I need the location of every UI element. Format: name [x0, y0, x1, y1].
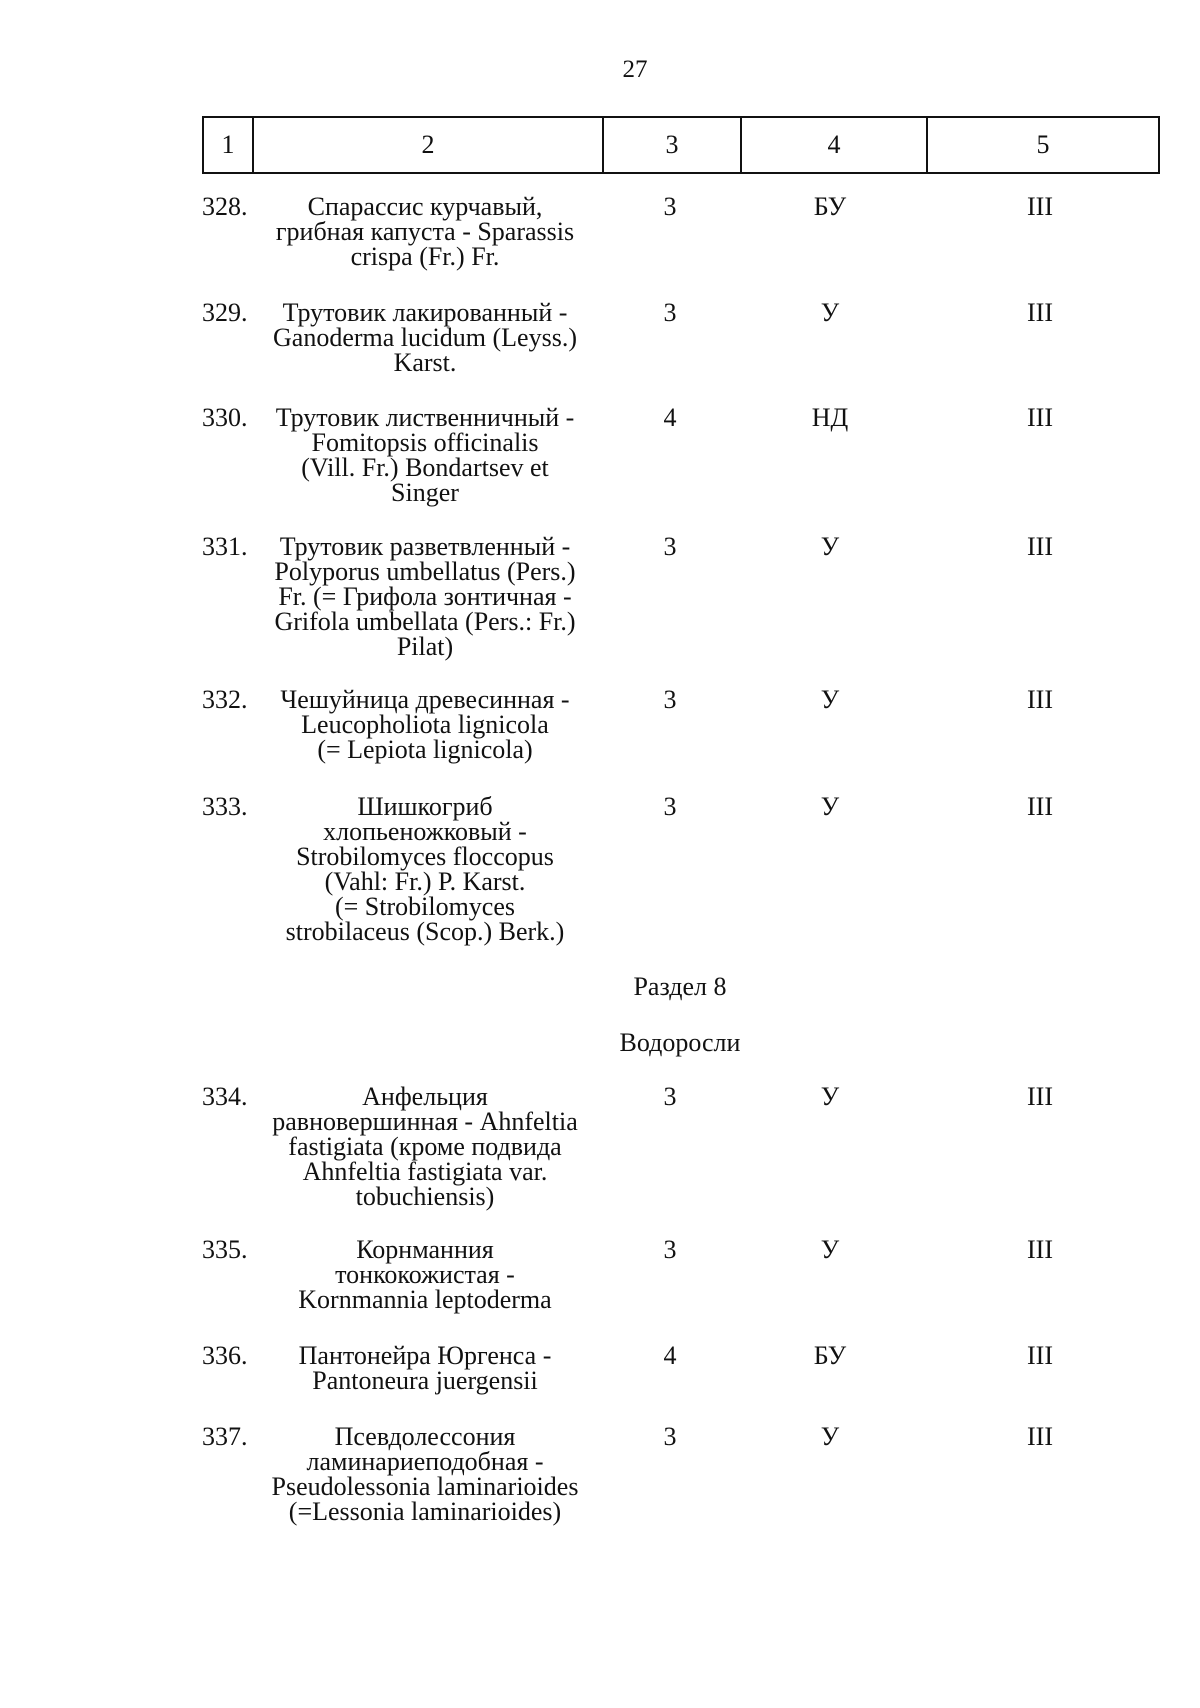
species-name-line: Пантонейра Юргенса - [298, 1341, 552, 1370]
status-cell: У [820, 298, 840, 327]
row-number: 335. [202, 1235, 248, 1264]
species-name-line: Fomitopsis officinalis [311, 428, 539, 457]
row-number: 328. [202, 192, 248, 221]
category-cell: 3 [663, 298, 677, 327]
species-name-line: Спарассис курчавый, [307, 192, 543, 221]
row-number: 330. [202, 403, 248, 432]
status-cell: БУ [813, 1341, 847, 1370]
category-cell: 4 [663, 1341, 677, 1370]
row-number: 332. [202, 685, 248, 714]
species-name [255, 300, 595, 375]
row-number: 331. [202, 532, 248, 561]
species-name [255, 405, 595, 505]
species-name-line: Шишкогриб [357, 792, 493, 821]
species-name-line: crispa (Fr.) Fr. [350, 242, 500, 271]
species-name [255, 534, 595, 659]
status-cell: У [820, 792, 840, 821]
priority-cell: III [1027, 1341, 1053, 1370]
status-cell: У [820, 1422, 840, 1451]
section-subtitle: Водоросли [619, 1028, 741, 1057]
species-name-line: Трутовик лиственничный - [275, 403, 575, 432]
species-name-line: тонкокожистая - [335, 1260, 515, 1289]
species-name [255, 687, 595, 762]
species-name-line: Grifola umbellata (Pers.: Fr.) [274, 607, 576, 636]
species-name-line: Leucopholiota lignicola [301, 710, 549, 739]
priority-cell: III [1027, 1422, 1053, 1451]
species-name-line: Трутовик разветвленный - [279, 532, 571, 561]
priority-cell: III [1027, 298, 1053, 327]
priority-cell: III [1027, 685, 1053, 714]
category-cell: 3 [663, 1235, 677, 1264]
species-name [255, 1084, 595, 1209]
species-name-line: Анфельция [362, 1082, 488, 1111]
row-number: 334. [202, 1082, 248, 1111]
species-name-line: strobilaceus (Scop.) Berk.) [285, 917, 565, 946]
species-name-line: Псевдолессония [334, 1422, 516, 1451]
species-name-line: хлопьеножковый - [323, 817, 527, 846]
priority-cell: III [1027, 1235, 1053, 1264]
species-name-line: (Vahl: Fr.) P. Karst. [324, 867, 526, 896]
species-name-line: Strobilomyces floccopus [296, 842, 554, 871]
species-name-line: Pilat) [396, 632, 454, 661]
row-number: 329. [202, 298, 248, 327]
section-title: Раздел 8 [633, 972, 727, 1001]
category-cell: 3 [663, 685, 677, 714]
species-name-line: tobuchiensis) [355, 1182, 495, 1211]
species-name-line: (Vill. Fr.) Bondartsev et [301, 453, 549, 482]
species-name-line: fastigiata (кроме подвида [288, 1132, 562, 1161]
status-cell: У [820, 685, 840, 714]
species-name-line: Ganoderma lucidum (Leyss.) [273, 323, 577, 352]
priority-cell: III [1027, 532, 1053, 561]
header-col-3: 3 [603, 117, 741, 173]
header-col-5: 5 [927, 117, 1159, 173]
category-cell: 3 [663, 532, 677, 561]
category-cell: 3 [663, 1422, 677, 1451]
category-cell: 3 [663, 1082, 677, 1111]
species-name-line: (= Lepiota lignicola) [317, 735, 533, 764]
species-name-line: Корнманния [356, 1235, 494, 1264]
species-name-line: Fr. (= Грифола зонтичная - [278, 582, 572, 611]
status-cell: БУ [813, 192, 847, 221]
species-name-line: Pseudolessonia laminarioides [271, 1472, 579, 1501]
status-cell: НД [811, 403, 849, 432]
species-name [255, 194, 595, 269]
species-name [255, 794, 595, 944]
header-col-2: 2 [253, 117, 603, 173]
priority-cell: III [1027, 1082, 1053, 1111]
species-name-line: Karst. [393, 348, 457, 377]
species-name-line: Pantoneura juergensii [312, 1366, 538, 1395]
row-number: 336. [202, 1341, 248, 1370]
row-number: 333. [202, 792, 248, 821]
page-number: 27 [622, 56, 648, 83]
category-cell: 3 [663, 192, 677, 221]
species-name-line: (= Strobilomyces [334, 892, 516, 921]
table-header [202, 116, 1160, 174]
species-name-line: Kornmannia leptoderma [298, 1285, 552, 1314]
header-col-4: 4 [741, 117, 927, 173]
status-cell: У [820, 532, 840, 561]
species-name-line: Ahnfeltia fastigiata var. [302, 1157, 548, 1186]
species-name-line: равновершинная - Ahnfeltia [272, 1107, 578, 1136]
species-name-line: Singer [391, 478, 459, 507]
species-name [255, 1237, 595, 1312]
priority-cell: III [1027, 403, 1053, 432]
species-name-line: грибная капуста - Sparassis [275, 217, 575, 246]
header-col-1: 1 [203, 117, 253, 173]
priority-cell: III [1027, 792, 1053, 821]
species-name-line: Чешуйница древесинная - [280, 685, 570, 714]
status-cell: У [820, 1235, 840, 1264]
species-name-line: Трутовик лакированный - [282, 298, 568, 327]
category-cell: 4 [663, 403, 677, 432]
species-name [255, 1343, 595, 1393]
species-name-line: Polyporus umbellatus (Pers.) [274, 557, 576, 586]
status-cell: У [820, 1082, 840, 1111]
row-number: 337. [202, 1422, 248, 1451]
species-name [255, 1424, 595, 1524]
species-name-line: ламинариеподобная - [306, 1447, 544, 1476]
category-cell: 3 [663, 792, 677, 821]
priority-cell: III [1027, 192, 1053, 221]
species-name-line: (=Lessonia laminarioides) [288, 1497, 562, 1526]
